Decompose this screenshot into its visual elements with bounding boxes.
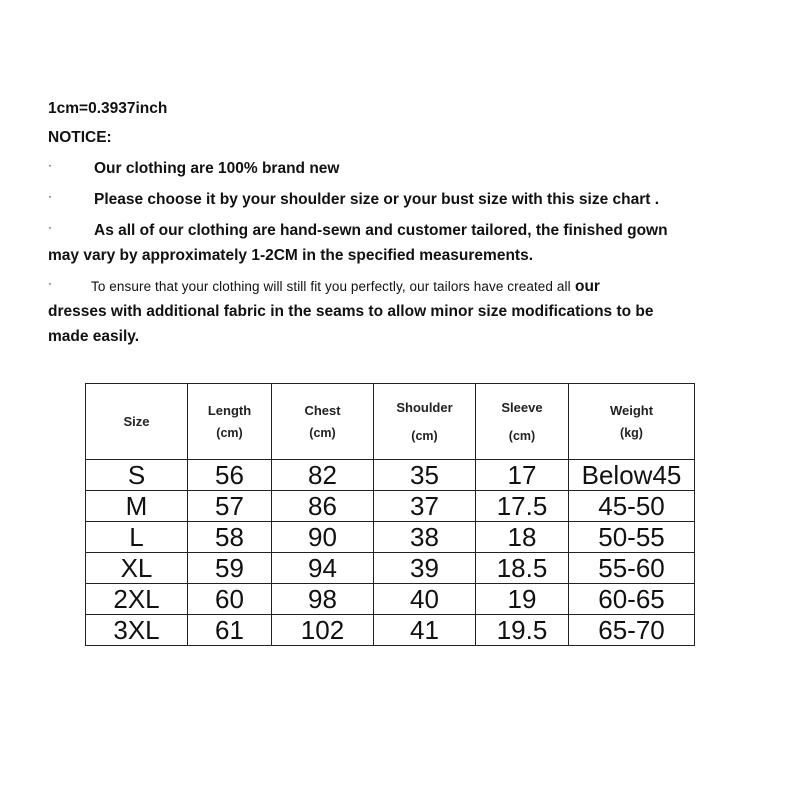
header-unit: (cm): [309, 425, 336, 440]
table-row: [86, 460, 695, 491]
table-row: [86, 491, 695, 522]
header-shoulder: [374, 384, 476, 460]
header-size: [86, 384, 188, 460]
cell-weight: 50-55: [569, 522, 695, 553]
cell-chest: 82: [272, 460, 374, 491]
cell-shoulder: 41: [374, 615, 476, 646]
cell-shoulder: 40: [374, 584, 476, 615]
cell-chest: 90: [272, 522, 374, 553]
header-chest: [272, 384, 374, 460]
header-label: Sleeve: [501, 399, 543, 415]
cell-sleeve: 18: [476, 522, 569, 553]
cell-length: 60: [188, 584, 272, 615]
cell-sleeve: 18.5: [476, 553, 569, 584]
table-row: [86, 615, 695, 646]
notice-text-3a: As all of our clothing are hand-sewn and customer tailored, the finished gown: [94, 222, 668, 239]
header-label: Weight: [609, 402, 654, 418]
header-unit: (cm): [216, 425, 243, 440]
table-row: [86, 553, 695, 584]
cell-weight: 55-60: [569, 553, 695, 584]
bullet-dot: ·: [48, 158, 52, 172]
notice-item-3: [48, 218, 728, 243]
cell-shoulder: 37: [374, 491, 476, 522]
bullet-dot: ·: [48, 189, 52, 203]
cell-length: 58: [188, 522, 272, 553]
cell-weight: 60-65: [569, 584, 695, 615]
cell-shoulder: 38: [374, 522, 476, 553]
cell-chest: 94: [272, 553, 374, 584]
header-label: Size: [123, 414, 150, 429]
notice-text-4c: made easily.: [48, 328, 140, 345]
cell-chest: 98: [272, 584, 374, 615]
header-label: Chest: [304, 402, 341, 418]
header-unit: (cm): [411, 428, 438, 443]
notice-text-4-our: our: [574, 278, 600, 295]
cell-shoulder: 35: [374, 460, 476, 491]
size-chart-table: [85, 383, 695, 646]
notice-text-4b: dresses with additional fabric in the seams to allow minor size modifications to be: [48, 303, 654, 320]
bullet-dot: ·: [48, 220, 52, 234]
cell-length: 61: [188, 615, 272, 646]
bullet-dot: ·: [48, 276, 52, 290]
header-sleeve: [476, 384, 569, 460]
cell-size: M: [86, 491, 188, 522]
unit-conversion: 1cm=0.3937inch: [48, 100, 168, 117]
header-unit: (kg): [620, 425, 643, 440]
notice-text-4a: To ensure that your clothing will still fit you perfectly, our tailors have created all: [91, 279, 571, 294]
notice-item-1: [48, 156, 728, 181]
cell-size: XL: [86, 553, 188, 584]
cell-length: 57: [188, 491, 272, 522]
cell-chest: 102: [272, 615, 374, 646]
cell-chest: 86: [272, 491, 374, 522]
cell-sleeve: 19.5: [476, 615, 569, 646]
cell-size: 3XL: [86, 615, 188, 646]
notice-section: [48, 96, 728, 349]
cell-weight: 45-50: [569, 491, 695, 522]
notice-text-1: Our clothing are 100% brand new: [94, 160, 340, 177]
cell-size: S: [86, 460, 188, 491]
header-length: [188, 384, 272, 460]
notice-text-3b: may vary by approximately 1-2CM in the specified measurements.: [48, 247, 533, 264]
cell-weight: 65-70: [569, 615, 695, 646]
cell-size: 2XL: [86, 584, 188, 615]
cell-sleeve: 19: [476, 584, 569, 615]
cell-sleeve: 17.5: [476, 491, 569, 522]
notice-item-2: [48, 187, 728, 212]
cell-length: 59: [188, 553, 272, 584]
table-row: [86, 522, 695, 553]
table-header-row: [86, 384, 695, 460]
table-row: [86, 584, 695, 615]
notice-item-4: [48, 274, 728, 299]
header-label: Length: [207, 402, 252, 418]
cell-shoulder: 39: [374, 553, 476, 584]
header-weight: [569, 384, 695, 460]
cell-weight: Below45: [569, 460, 695, 491]
cell-length: 56: [188, 460, 272, 491]
notice-label: NOTICE:: [48, 129, 112, 146]
header-unit: (cm): [508, 428, 536, 443]
header-label: Shoulder: [396, 399, 453, 415]
notice-text-2: Please choose it by your shoulder size or your bust size with this size chart .: [94, 191, 660, 208]
cell-size: L: [86, 522, 188, 553]
cell-sleeve: 17: [476, 460, 569, 491]
